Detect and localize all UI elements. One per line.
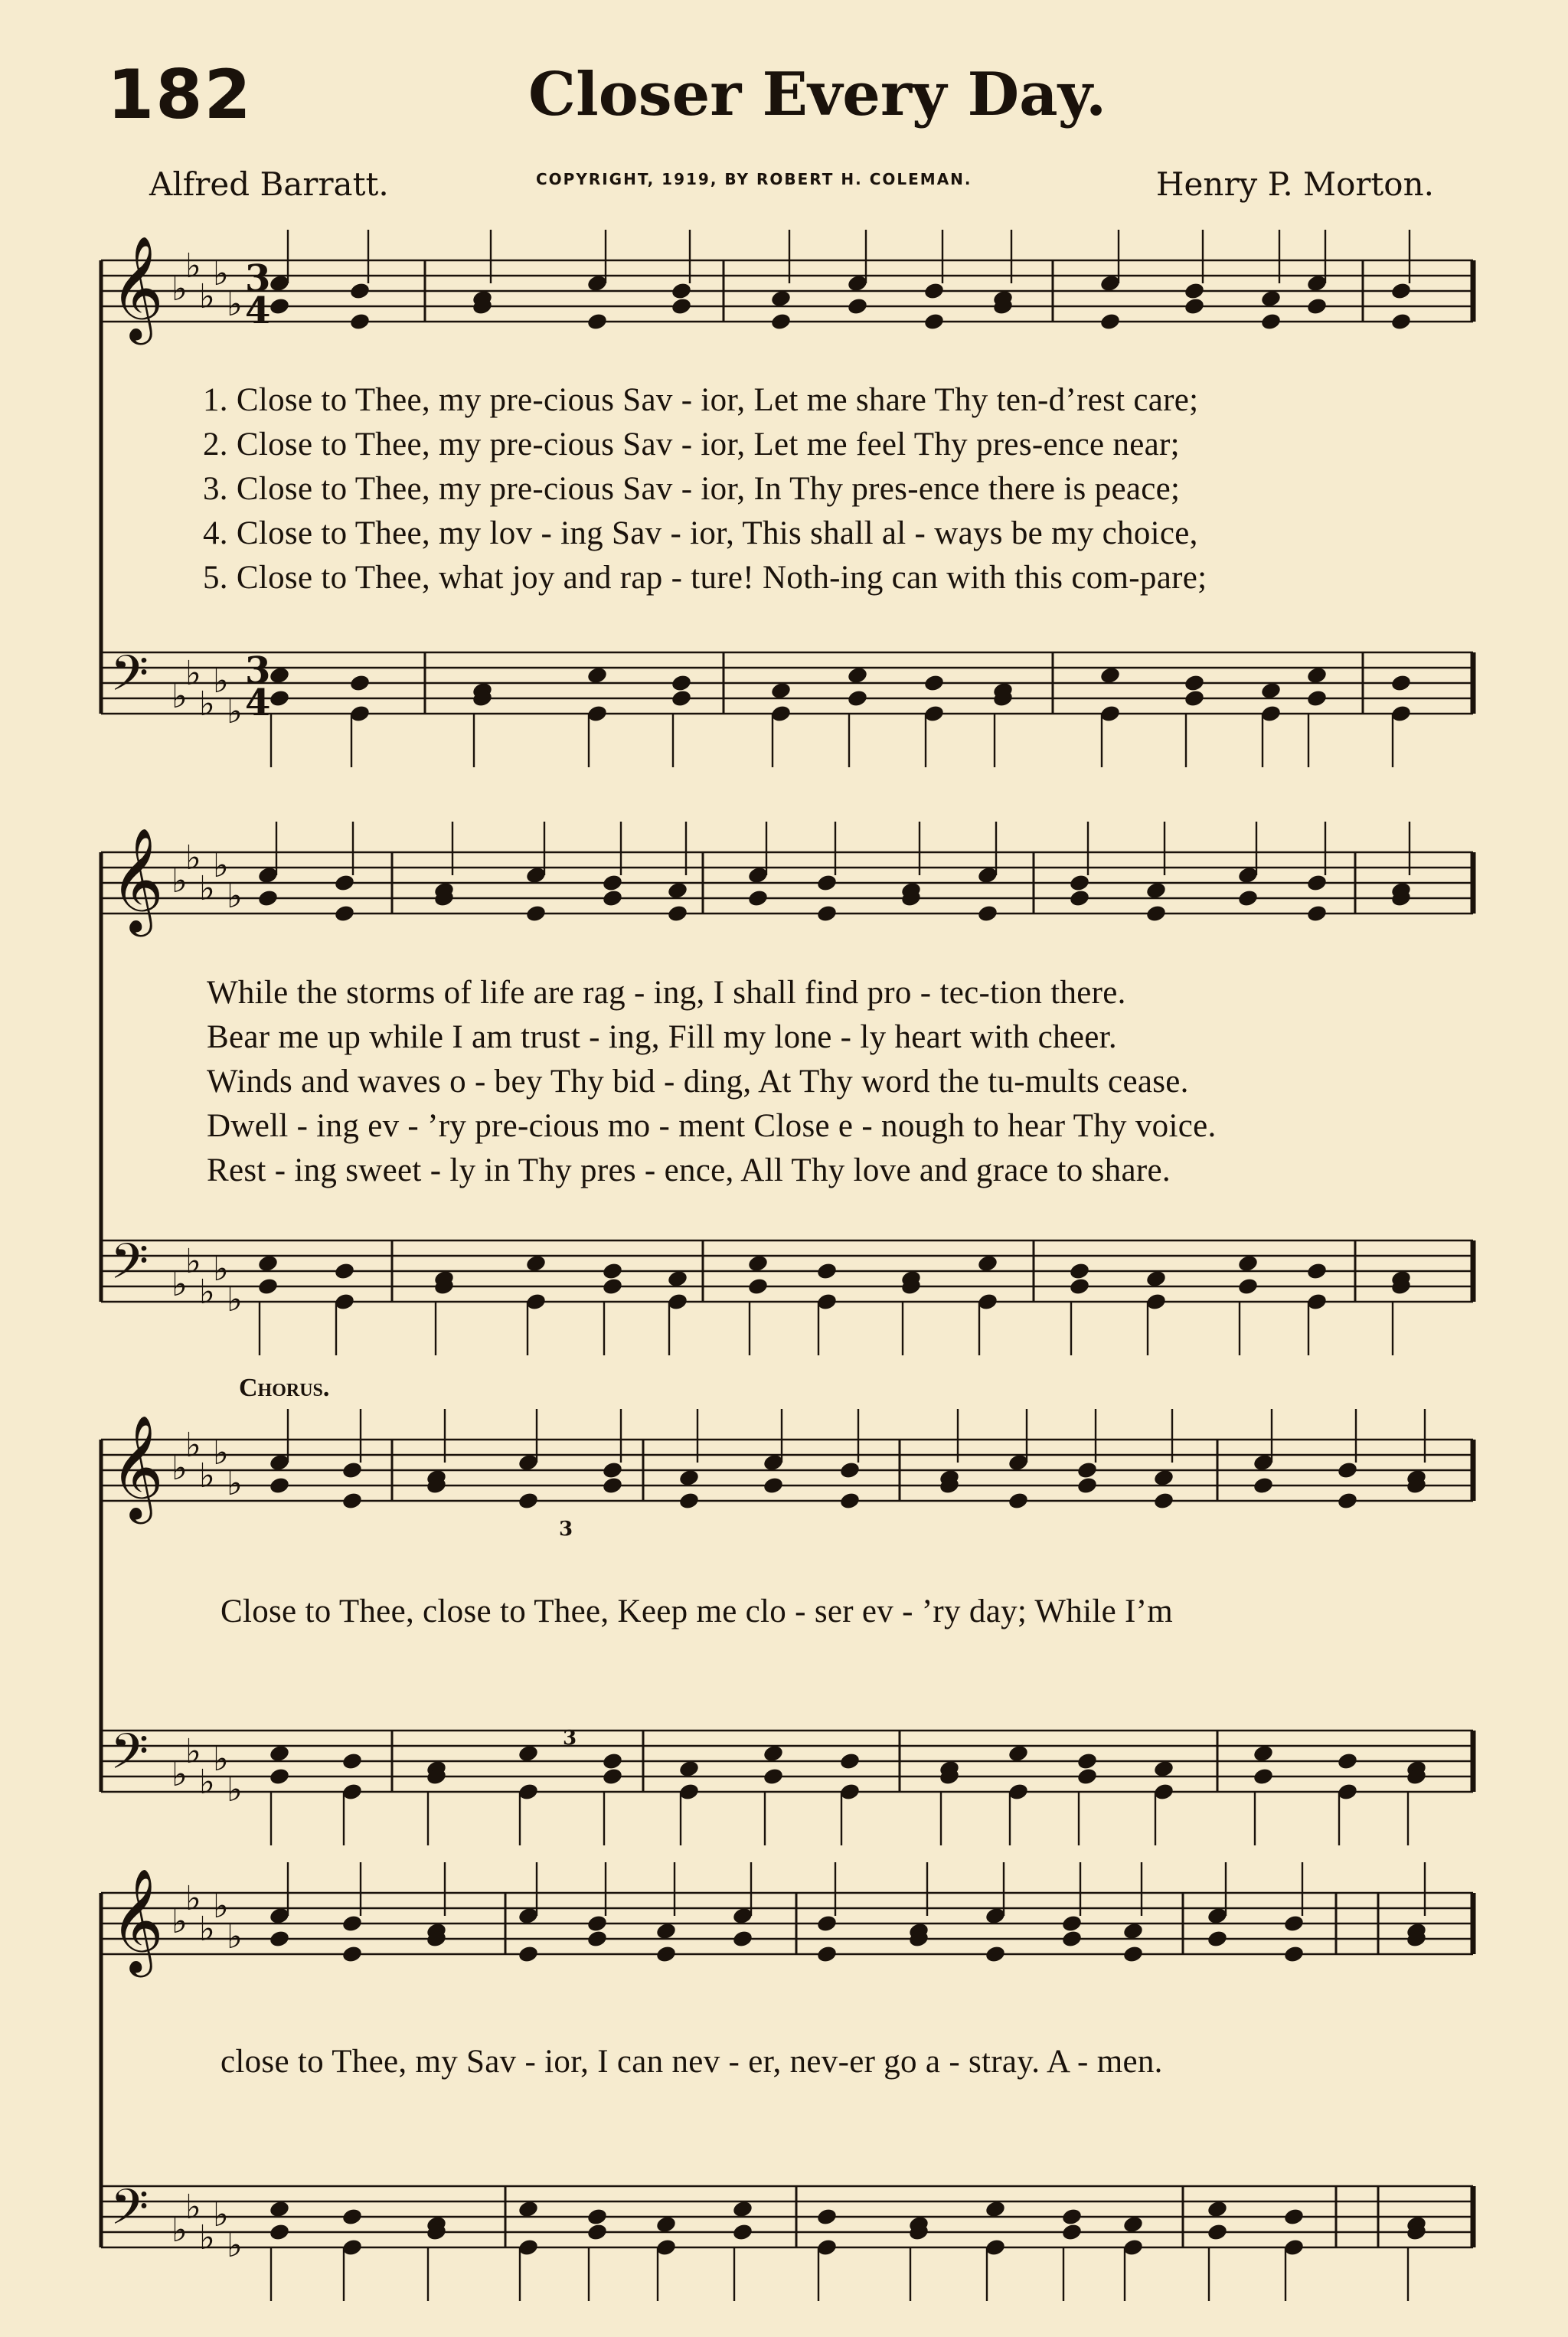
time-signature-top: 3 <box>245 257 271 300</box>
bass-notes-4-notehead <box>1122 2214 1145 2234</box>
bass-notes-4-notehead <box>518 2199 540 2218</box>
flat-sign: ♭ <box>185 1426 201 1465</box>
treble-notes-4-notehead <box>985 1944 1007 1963</box>
bass-notes-1-notehead <box>847 665 869 685</box>
flat-sign: ♭ <box>227 2226 243 2265</box>
treble-notes-1-notehead <box>349 312 371 331</box>
bass-notes-2-notehead <box>747 1276 769 1296</box>
treble-notes-2-notehead <box>257 888 279 907</box>
time-signature-top: 3 <box>245 649 271 692</box>
flat-sign: ♭ <box>172 861 188 900</box>
treble-notes-4-notehead <box>1283 1914 1305 1933</box>
bass-notes-2-notehead <box>1069 1276 1091 1296</box>
treble-notes-3-notehead <box>1008 1491 1030 1510</box>
treble-notes-2-notehead <box>1145 904 1168 923</box>
bass-notes-3-notehead <box>1337 1751 1359 1770</box>
treble-notes-2-notehead <box>816 873 838 892</box>
bass-notes-1-notehead <box>671 673 693 692</box>
treble-notes-1-notehead <box>923 281 946 300</box>
treble-clef: 𝄞 <box>110 1867 164 1973</box>
bass-notes-1-notehead <box>1184 688 1206 708</box>
flat-sign: ♭ <box>227 1770 243 1809</box>
bass-notes-1-notehead <box>671 688 693 708</box>
flat-sign: ♭ <box>172 2211 188 2250</box>
flat-sign: ♭ <box>227 1917 243 1956</box>
flat-sign: ♭ <box>172 270 188 309</box>
bass-notes-4-notehead <box>732 2222 754 2241</box>
bass-notes-1-notehead <box>847 688 869 708</box>
flat-sign: ♭ <box>213 1250 229 1289</box>
bass-notes-1-notehead <box>1390 673 1413 692</box>
treble-clef: 𝄞 <box>110 1414 164 1519</box>
treble-notes-3-notehead <box>1337 1460 1359 1479</box>
treble-notes-3-notehead <box>341 1460 364 1479</box>
bass-notes-4-notehead <box>732 2199 754 2218</box>
bass-notes-2-notehead <box>1145 1269 1168 1288</box>
bass-notes-4-notehead <box>269 2222 291 2241</box>
flat-sign: ♭ <box>199 685 215 724</box>
treble-notes-3-notehead <box>678 1491 701 1510</box>
bass-notes-3-notehead <box>763 1767 785 1786</box>
treble-notes-3-notehead <box>1253 1476 1275 1495</box>
flat-sign: ♭ <box>185 654 201 693</box>
bass-clef: 𝄢 <box>110 1724 149 1793</box>
treble-notes-4-notehead <box>816 1914 838 1933</box>
treble-notes-4-notehead <box>586 1929 609 1948</box>
bass-notes-3-notehead <box>1076 1751 1099 1770</box>
treble-notes-1-notehead <box>770 289 792 308</box>
treble-notes-2-notehead <box>1306 904 1328 923</box>
treble-notes-3-notehead <box>1153 1468 1175 1487</box>
time-signature-bottom: 4 <box>245 289 271 332</box>
chorus-line-1: Close to Thee, close to Thee, Keep me clo - ser ev - ’ry day; While I’m <box>220 1593 1174 1629</box>
bass-notes-4-notehead <box>985 2199 1007 2218</box>
treble-notes-3-notehead <box>1337 1491 1359 1510</box>
treble-notes-4-notehead <box>816 1944 838 1963</box>
flat-sign: ♭ <box>185 247 201 286</box>
bass-notes-3-notehead <box>269 1767 291 1786</box>
treble-notes-2-notehead <box>747 888 769 907</box>
bass-notes-3-notehead <box>1253 1744 1275 1763</box>
treble-notes-1-notehead <box>349 281 371 300</box>
treble-notes-4-notehead <box>269 1929 291 1948</box>
treble-notes-4-notehead <box>1122 1944 1145 1963</box>
verse-4-line-1: 4. Close to Thee, my lov - ing Sav - ior, This shall al - ways be my choice, <box>203 515 1198 551</box>
treble-notes-1-notehead <box>1184 281 1206 300</box>
bass-notes-1-notehead <box>269 688 291 708</box>
composer: Henry P. Morton. <box>1155 165 1434 203</box>
treble-notes-1-notehead <box>671 281 693 300</box>
treble-notes-1-notehead <box>1306 296 1328 315</box>
verse-5-line-1: 5. Close to Thee, what joy and rap - ture! Noth-ing can with this com-pare; <box>203 560 1207 596</box>
treble-notes-2-notehead <box>816 904 838 923</box>
bass-notes-4-notehead <box>816 2207 838 2226</box>
treble-notes-1-notehead <box>770 312 792 331</box>
flat-sign: ♭ <box>213 662 229 701</box>
treble-notes-3-notehead <box>1076 1460 1099 1479</box>
bass-notes-2-notehead <box>602 1276 624 1296</box>
flat-sign: ♭ <box>213 1887 229 1926</box>
flat-sign: ♭ <box>199 1910 215 1949</box>
treble-notes-1-notehead <box>1260 289 1282 308</box>
bass-notes-3-notehead <box>678 1759 701 1778</box>
flat-sign: ♭ <box>213 846 229 885</box>
flat-sign: ♭ <box>185 2188 201 2227</box>
treble-notes-2-notehead <box>1069 888 1091 907</box>
bass-notes-1-notehead <box>1184 673 1206 692</box>
treble-notes-2-notehead <box>1237 888 1259 907</box>
flat-sign: ♭ <box>172 1449 188 1488</box>
verse-3-line-2: Winds and waves o - bey Thy bid - ding, At Thy word the tu-mults cease. <box>207 1064 1189 1100</box>
bass-notes-3-notehead <box>763 1744 785 1763</box>
treble-notes-4-notehead <box>341 1944 364 1963</box>
bass-notes-3-notehead <box>602 1751 624 1770</box>
treble-notes-2-notehead <box>667 904 689 923</box>
bass-notes-2-notehead <box>1237 1276 1259 1296</box>
verse-4-line-2: Dwell - ing ev - ’ry pre-cious mo - ment Close e - nough to hear Thy voice. <box>207 1108 1217 1144</box>
treble-notes-2-notehead <box>1306 873 1328 892</box>
bass-notes-4-notehead <box>586 2207 609 2226</box>
bass-notes-3-notehead <box>839 1751 861 1770</box>
treble-notes-1-notehead <box>923 312 946 331</box>
flat-sign: ♭ <box>199 1763 215 1802</box>
treble-notes-4-notehead <box>732 1929 754 1948</box>
bass-notes-4-notehead <box>269 2199 291 2218</box>
bass-notes-2-notehead <box>1306 1261 1328 1280</box>
verse-1-line-1: 1. Close to Thee, my pre-cious Sav - ior, Let me share Thy ten-d’rest care; <box>203 382 1199 418</box>
bass-notes-3-notehead <box>1253 1767 1275 1786</box>
flat-sign: ♭ <box>185 1732 201 1771</box>
flat-sign: ♭ <box>213 1740 229 1779</box>
bass-notes-3-notehead <box>1076 1767 1099 1786</box>
flat-sign: ♭ <box>172 1902 188 1941</box>
bass-notes-3-notehead <box>1008 1744 1030 1763</box>
bass-notes-4-notehead <box>1283 2207 1305 2226</box>
flat-sign: ♭ <box>172 1755 188 1794</box>
treble-notes-4-notehead <box>1061 1929 1083 1948</box>
bass-notes-2-notehead <box>667 1269 689 1288</box>
treble-notes-2-notehead <box>525 904 547 923</box>
treble-notes-4-notehead <box>341 1914 364 1933</box>
flat-sign: ♭ <box>172 677 188 716</box>
treble-notes-3-notehead <box>602 1460 624 1479</box>
treble-notes-3-notehead <box>839 1491 861 1510</box>
verse-2-line-1: 2. Close to Thee, my pre-cious Sav - ior, Let me feel Thy pres-ence near; <box>203 427 1180 462</box>
treble-notes-3-notehead <box>1076 1476 1099 1495</box>
treble-notes-1-notehead <box>1099 312 1122 331</box>
flat-sign: ♭ <box>199 1273 215 1312</box>
treble-notes-1-notehead <box>586 312 609 331</box>
triplet-mark: 3 <box>559 1518 573 1541</box>
bass-notes-3-notehead <box>602 1767 624 1786</box>
treble-notes-2-notehead <box>334 873 356 892</box>
bass-notes-2-notehead <box>334 1261 356 1280</box>
flat-sign: ♭ <box>199 277 215 316</box>
treble-notes-2-notehead <box>1145 881 1168 900</box>
treble-notes-3-notehead <box>518 1491 540 1510</box>
treble-clef: 𝄞 <box>110 234 164 340</box>
treble-notes-2-notehead <box>667 881 689 900</box>
treble-notes-1-notehead <box>847 296 869 315</box>
treble-notes-2-notehead <box>977 904 999 923</box>
bass-notes-1-notehead <box>269 665 291 685</box>
bass-notes-2-notehead <box>257 1276 279 1296</box>
treble-notes-4-notehead <box>655 1944 678 1963</box>
flat-sign: ♭ <box>213 254 229 293</box>
bass-notes-4-notehead <box>1207 2199 1229 2218</box>
hymn-number: 182 <box>107 55 253 134</box>
hymn-title: Closer Every Day. <box>528 60 1107 129</box>
verse-2-line-2: Bear me up while I am trust - ing, Fill my lone - ly heart with cheer. <box>207 1019 1117 1055</box>
bass-notes-3-notehead <box>1153 1759 1175 1778</box>
bass-notes-2-notehead <box>1069 1261 1091 1280</box>
copyright-notice: COPYRIGHT, 1919, BY ROBERT H. COLEMAN. <box>536 170 972 188</box>
bass-notes-2-notehead <box>602 1261 624 1280</box>
bass-notes-4-notehead <box>341 2207 364 2226</box>
flat-sign: ♭ <box>213 2195 229 2234</box>
flat-sign: ♭ <box>199 1456 215 1495</box>
treble-notes-4-notehead <box>655 1921 678 1940</box>
flat-sign: ♭ <box>227 1464 243 1503</box>
treble-notes-1-notehead <box>1184 296 1206 315</box>
treble-notes-3-notehead <box>341 1491 364 1510</box>
bass-notes-2-notehead <box>257 1253 279 1273</box>
flat-sign: ♭ <box>227 1280 243 1319</box>
treble-notes-1-notehead <box>671 296 693 315</box>
bass-notes-1-notehead <box>586 665 609 685</box>
bass-notes-4-notehead <box>586 2222 609 2241</box>
bass-notes-3-notehead <box>518 1744 540 1763</box>
treble-notes-1-notehead <box>1260 312 1282 331</box>
treble-notes-4-notehead <box>1061 1914 1083 1933</box>
bass-notes-3-notehead <box>269 1744 291 1763</box>
bass-notes-4-notehead <box>1061 2207 1083 2226</box>
treble-notes-3-notehead <box>839 1460 861 1479</box>
treble-notes-3-notehead <box>1153 1491 1175 1510</box>
treble-notes-3-notehead <box>763 1476 785 1495</box>
bass-clef: 𝄢 <box>110 1234 149 1303</box>
flat-sign: ♭ <box>199 869 215 908</box>
bass-notes-2-notehead <box>977 1253 999 1273</box>
treble-notes-1-notehead <box>269 296 291 315</box>
flat-sign: ♭ <box>185 1242 201 1281</box>
treble-notes-4-notehead <box>1283 1944 1305 1963</box>
verse-1-line-2: While the storms of life are rag - ing, I shall find pro - tec-tion there. <box>207 975 1126 1011</box>
treble-notes-3-notehead <box>678 1468 701 1487</box>
triplet-mark: 3 <box>563 1727 577 1750</box>
bass-notes-4-notehead <box>1061 2222 1083 2241</box>
bass-notes-1-notehead <box>1306 665 1328 685</box>
bass-notes-1-notehead <box>1099 665 1122 685</box>
treble-notes-2-notehead <box>334 904 356 923</box>
flat-sign: ♭ <box>227 692 243 731</box>
bass-notes-2-notehead <box>816 1261 838 1280</box>
bass-clef: 𝄢 <box>110 2179 149 2248</box>
chorus-line-2: close to Thee, my Sav - ior, I can nev - er, nev-er go a - stray. A - men. <box>220 2044 1163 2080</box>
treble-notes-2-notehead <box>602 888 624 907</box>
bass-notes-1-notehead <box>923 673 946 692</box>
treble-notes-2-notehead <box>602 873 624 892</box>
bass-notes-1-notehead <box>1260 681 1282 700</box>
flat-sign: ♭ <box>227 285 243 324</box>
verse-5-line-2: Rest - ing sweet - ly in Thy pres - ence, All Thy love and grace to share. <box>207 1152 1171 1188</box>
treble-notes-3-notehead <box>602 1476 624 1495</box>
bass-notes-2-notehead <box>1237 1253 1259 1273</box>
treble-notes-1-notehead <box>1390 312 1413 331</box>
bass-notes-4-notehead <box>655 2214 678 2234</box>
flat-sign: ♭ <box>185 1879 201 1918</box>
bass-notes-1-notehead <box>1306 688 1328 708</box>
time-signature-bottom: 4 <box>245 681 271 724</box>
flat-sign: ♭ <box>227 877 243 916</box>
flat-sign: ♭ <box>199 2218 215 2257</box>
chorus-label: Chorus. <box>239 1374 330 1402</box>
treble-notes-4-notehead <box>1122 1921 1145 1940</box>
treble-clef: 𝄞 <box>110 826 164 932</box>
treble-notes-4-notehead <box>518 1944 540 1963</box>
treble-notes-4-notehead <box>586 1914 609 1933</box>
treble-notes-1-notehead <box>1390 281 1413 300</box>
flat-sign: ♭ <box>172 1265 188 1304</box>
flat-sign: ♭ <box>213 1433 229 1472</box>
treble-notes-2-notehead <box>1069 873 1091 892</box>
bass-clef: 𝄢 <box>110 646 149 714</box>
treble-notes-4-notehead <box>1207 1929 1229 1948</box>
bass-notes-2-notehead <box>525 1253 547 1273</box>
flat-sign: ♭ <box>185 838 201 878</box>
bass-notes-3-notehead <box>341 1751 364 1770</box>
bass-notes-2-notehead <box>747 1253 769 1273</box>
bass-notes-1-notehead <box>770 681 792 700</box>
verse-3-line-1: 3. Close to Thee, my pre-cious Sav - ior, In Thy pres-ence there is peace; <box>203 471 1181 507</box>
bass-notes-4-notehead <box>1207 2222 1229 2241</box>
bass-notes-1-notehead <box>349 673 371 692</box>
lyricist: Alfred Barratt. <box>149 165 389 203</box>
treble-notes-3-notehead <box>269 1476 291 1495</box>
